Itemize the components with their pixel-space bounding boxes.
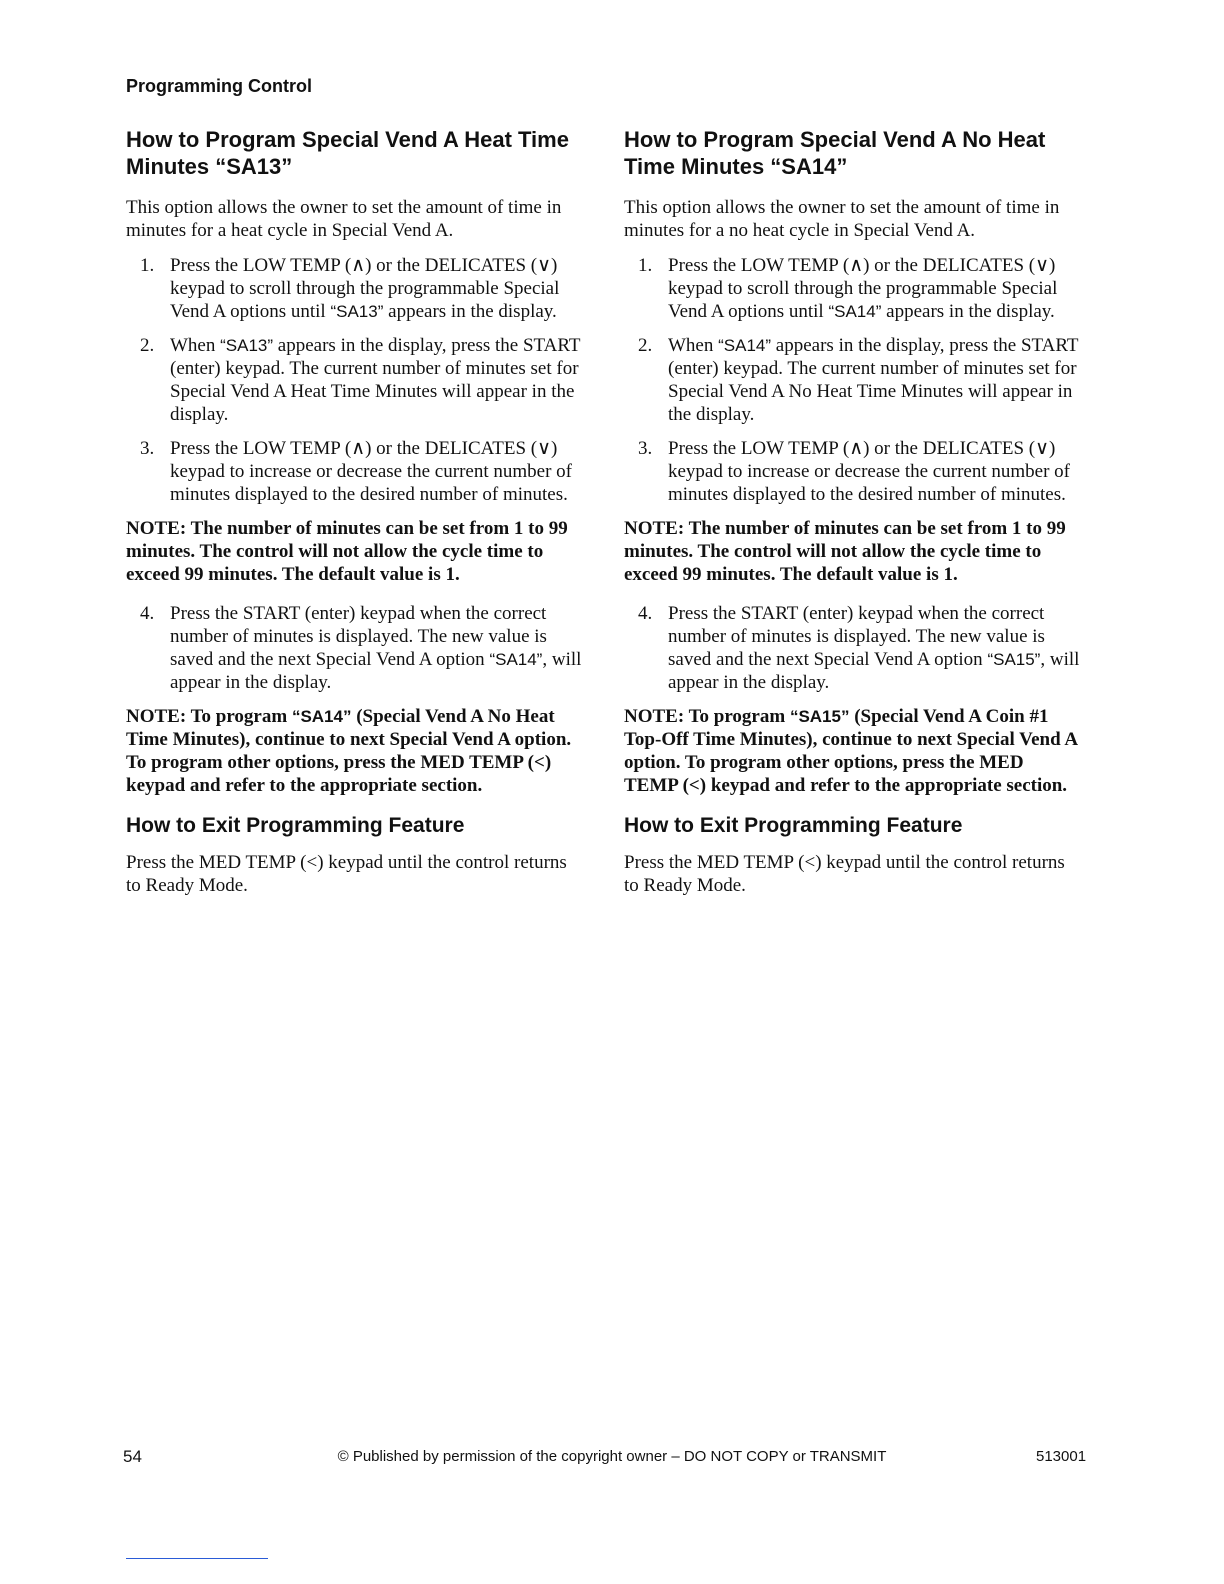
step-text: appears in the display. (881, 301, 1055, 322)
step-text: , will appear in the display. (170, 649, 582, 693)
display-code: “SA14” (489, 650, 543, 669)
step-number: 4. (638, 603, 653, 624)
step-number: 4. (140, 603, 155, 624)
note-text: NOTE: To program (126, 706, 292, 727)
sa13-intro: This option allows the owner to set the amount of time in minutes for a heat cycle in Special Vend A. (126, 197, 562, 241)
sa13-step-4 (126, 602, 582, 694)
display-code: “SA15” (789, 707, 850, 726)
left-column (126, 126, 582, 897)
bottom-rule (126, 1558, 268, 1559)
note-next-option (126, 705, 582, 797)
page-number: 54 (123, 1447, 142, 1466)
list-item (624, 437, 1080, 506)
step-number: 1. (638, 255, 653, 276)
step-text: appears in the display, press the START (enter) keypad. The current number of minutes set for Special Vend A No Heat Time Minutes will appear in the display. (668, 335, 1079, 425)
list-item (624, 334, 1080, 426)
list-item (624, 602, 1080, 694)
note-range: NOTE: The number of minutes can be set from 1 to 99 minutes. The control will not allow the cycle time to exceed 99 minutes. The default value is 1. (126, 518, 568, 585)
sa14-steps (624, 254, 1080, 506)
section-header: Programming Control (126, 76, 313, 96)
copyright-notice: © Published by permission of the copyright owner – DO NOT COPY or TRANSMIT (337, 1448, 887, 1465)
exit-title: How to Exit Programming Feature (624, 814, 963, 837)
note-text: NOTE: To program (624, 706, 790, 727)
display-code: “SA13” (330, 302, 384, 321)
right-column (624, 126, 1080, 897)
list-item (126, 334, 582, 426)
exit-text: Press the MED TEMP (<) keypad until the control returns to Ready Mode. (624, 852, 1065, 896)
list-item (126, 254, 582, 323)
step-text: appears in the display, press the START (enter) keypad. The current number of minutes set for Special Vend A Heat Time Minutes will appear in the display. (170, 335, 581, 425)
step-text: , will appear in the display. (668, 649, 1080, 693)
display-code: “SA15” (987, 650, 1041, 669)
sa14-title: How to Program Special Vend A No Heat Time Minutes “SA14” (624, 127, 1046, 179)
display-code: “SA14” (718, 336, 772, 355)
step-number: 2. (140, 335, 155, 356)
step-number: 2. (638, 335, 653, 356)
display-code: “SA13” (220, 336, 274, 355)
sa13-title: How to Program Special Vend A Heat Time Minutes “SA13” (126, 127, 569, 179)
step-text: When (170, 335, 221, 356)
list-item (624, 254, 1080, 323)
exit-title: How to Exit Programming Feature (126, 814, 465, 837)
sa13-steps (126, 254, 582, 506)
step-number: 3. (638, 438, 653, 459)
step-text: appears in the display. (383, 301, 557, 322)
step-text: Press the START (enter) keypad when the correct number of minutes is displayed. The new value is saved and the next Special Vend A option (170, 603, 547, 670)
step-number: 3. (140, 438, 155, 459)
note-text: (Special Vend A No Heat Time Minutes), continue to next Special Vend A option. To program other options, press the MED TEMP (<) keypad and refer to the appropriate section. (126, 706, 572, 796)
list-item (126, 602, 582, 694)
step-text: Press the START (enter) keypad when the correct number of minutes is displayed. The new value is saved and the next Special Vend A option (668, 603, 1045, 670)
display-code: “SA14” (291, 707, 352, 726)
note-next-option (624, 705, 1080, 797)
step-text: Press the LOW TEMP (∧) or the DELICATES (∨) keypad to increase or decrease the current number of minutes displayed to the desired number of minutes. (170, 438, 572, 505)
sa14-step-4 (624, 602, 1080, 694)
list-item (126, 437, 582, 506)
step-number: 1. (140, 255, 155, 276)
exit-text: Press the MED TEMP (<) keypad until the control returns to Ready Mode. (126, 852, 567, 896)
note-range: NOTE: The number of minutes can be set from 1 to 99 minutes. The control will not allow the cycle time to exceed 99 minutes. The default value is 1. (624, 518, 1066, 585)
sa14-intro: This option allows the owner to set the amount of time in minutes for a no heat cycle in Special Vend A. (624, 197, 1060, 241)
document-number: 513001 (1036, 1448, 1087, 1465)
step-text: Press the LOW TEMP (∧) or the DELICATES (∨) keypad to scroll through the programmable Special Vend A options until (170, 255, 560, 322)
display-code: “SA14” (828, 302, 882, 321)
step-text: Press the LOW TEMP (∧) or the DELICATES (∨) keypad to scroll through the programmable Special Vend A options until (668, 255, 1058, 322)
note-text: (Special Vend A Coin #1 Top-Off Time Minutes), continue to next Special Vend A option. To program other options, press the MED TEMP (<) keypad and refer to the appropriate section. (624, 706, 1078, 796)
step-text: Press the LOW TEMP (∧) or the DELICATES (∨) keypad to increase or decrease the current number of minutes displayed to the desired number of minutes. (668, 438, 1070, 505)
step-text: When (668, 335, 719, 356)
